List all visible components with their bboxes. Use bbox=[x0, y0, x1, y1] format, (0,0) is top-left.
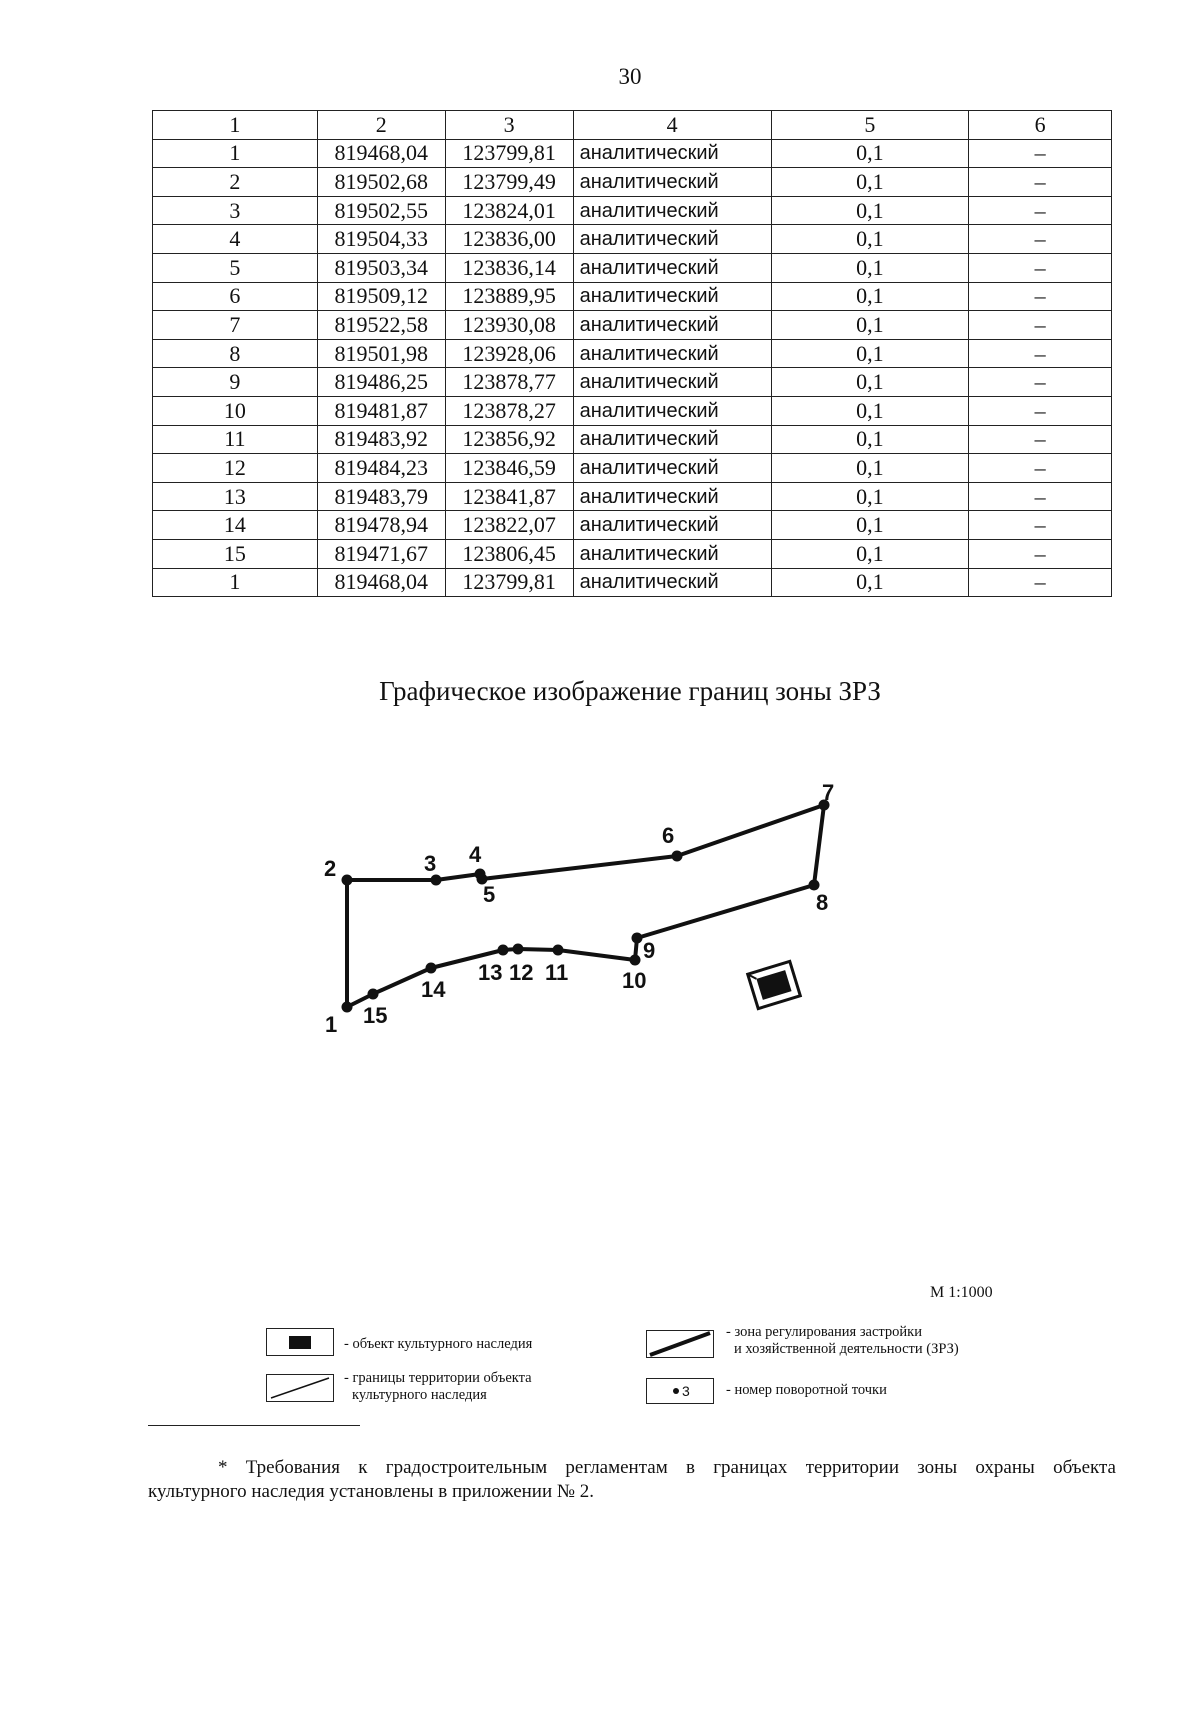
table-cell-col5: 0,1 bbox=[771, 282, 969, 311]
table-cell-col2: 819484,23 bbox=[317, 454, 445, 483]
table-cell-col4: аналитический bbox=[573, 168, 771, 197]
table-cell-col4: 4 bbox=[573, 111, 771, 140]
table-cell-col5: 0,1 bbox=[771, 196, 969, 225]
table-row bbox=[153, 511, 1112, 540]
table-cell-col3: 123889,95 bbox=[445, 282, 573, 311]
table-cell-col5: 0,1 bbox=[771, 368, 969, 397]
table-cell-col1: 2 bbox=[153, 168, 318, 197]
table-cell-col5: 0,1 bbox=[771, 482, 969, 511]
table-row bbox=[153, 196, 1112, 225]
turning-point-10 bbox=[630, 955, 641, 966]
table-cell-col6: – bbox=[969, 568, 1112, 597]
territory-line-swatch bbox=[271, 1378, 329, 1398]
table-cell-col3: 123836,00 bbox=[445, 225, 573, 254]
table-cell-col4: аналитический bbox=[573, 539, 771, 568]
table-cell-col5: 0,1 bbox=[771, 139, 969, 168]
table-row bbox=[153, 253, 1112, 282]
turning-point-1 bbox=[342, 1002, 353, 1013]
table-header-row bbox=[153, 111, 1112, 140]
table-cell-col5: 0,1 bbox=[771, 568, 969, 597]
table-cell-col6: – bbox=[969, 454, 1112, 483]
table-cell-col2: 819468,04 bbox=[317, 568, 445, 597]
point-label-11: 11 bbox=[545, 960, 569, 985]
table-row bbox=[153, 368, 1112, 397]
point-label-3: 3 bbox=[424, 851, 437, 876]
point-label-5: 5 bbox=[483, 882, 496, 907]
table-cell-col2: 819501,98 bbox=[317, 339, 445, 368]
table-cell-col1: 11 bbox=[153, 425, 318, 454]
table-cell-col1: 7 bbox=[153, 311, 318, 340]
table-cell-col2: 819481,87 bbox=[317, 396, 445, 425]
table-cell-col6: – bbox=[969, 511, 1112, 540]
table-cell-col1: 12 bbox=[153, 454, 318, 483]
table-cell-col5: 0,1 bbox=[771, 253, 969, 282]
table-cell-col1: 13 bbox=[153, 482, 318, 511]
table-row bbox=[153, 168, 1112, 197]
point-label-13: 13 bbox=[478, 960, 503, 985]
legend-point-box bbox=[646, 1378, 714, 1404]
table-row bbox=[153, 568, 1112, 597]
turning-point-2 bbox=[342, 875, 353, 886]
table-row bbox=[153, 482, 1112, 511]
table-cell-col1: 1 bbox=[153, 111, 318, 140]
table-cell-col6: – bbox=[969, 368, 1112, 397]
legend-territory-label-line2: культурного наследия bbox=[352, 1387, 487, 1404]
point-sample-number: 3 bbox=[682, 1383, 690, 1399]
table-cell-col4: аналитический bbox=[573, 396, 771, 425]
point-label-14: 14 bbox=[421, 977, 446, 1002]
table-cell-col4: аналитический bbox=[573, 311, 771, 340]
table-cell-col1: 6 bbox=[153, 282, 318, 311]
turning-point-6 bbox=[672, 851, 683, 862]
table-cell-col4: аналитический bbox=[573, 425, 771, 454]
table-cell-col6: – bbox=[969, 282, 1112, 311]
table-cell-col4: аналитический bbox=[573, 339, 771, 368]
table-cell-col2: 819478,94 bbox=[317, 511, 445, 540]
table-cell-col1: 1 bbox=[153, 568, 318, 597]
footnote-line1: * Требования к градостроительным регламентам в границах территории зоны охраны объекта bbox=[218, 1457, 1116, 1478]
footnote bbox=[148, 1456, 1116, 1504]
table-cell-col1: 14 bbox=[153, 511, 318, 540]
legend-zrz-label-line2: и хозяйственной деятельности (ЗРЗ) bbox=[734, 1341, 959, 1358]
table-cell-col4: аналитический bbox=[573, 253, 771, 282]
point-label-2: 2 bbox=[324, 856, 337, 881]
zrz-line-swatch bbox=[650, 1333, 710, 1355]
table-cell-col5: 5 bbox=[771, 111, 969, 140]
table-row bbox=[153, 339, 1112, 368]
coordinates-table bbox=[152, 110, 1112, 597]
table-cell-col6: – bbox=[969, 311, 1112, 340]
table-cell-col6: – bbox=[969, 253, 1112, 282]
table-cell-col5: 0,1 bbox=[771, 225, 969, 254]
table-cell-col2: 819502,68 bbox=[317, 168, 445, 197]
heritage-object-symbol bbox=[748, 961, 801, 1008]
point-label-8: 8 bbox=[816, 890, 829, 915]
table-cell-col6: 6 bbox=[969, 111, 1112, 140]
table-cell-col4: аналитический bbox=[573, 568, 771, 597]
table-cell-col2: 819483,79 bbox=[317, 482, 445, 511]
table-cell-col3: 123799,49 bbox=[445, 168, 573, 197]
table-cell-col3: 123806,45 bbox=[445, 539, 573, 568]
table-cell-col3: 123799,81 bbox=[445, 139, 573, 168]
point-label-10: 10 bbox=[622, 968, 647, 993]
turning-point-15 bbox=[368, 989, 379, 1000]
table-cell-col6: – bbox=[969, 396, 1112, 425]
table-cell-col4: аналитический bbox=[573, 282, 771, 311]
footnote-divider bbox=[148, 1425, 360, 1426]
table-cell-col2: 2 bbox=[317, 111, 445, 140]
table-cell-col3: 123846,59 bbox=[445, 454, 573, 483]
table-cell-col3: 123878,27 bbox=[445, 396, 573, 425]
table-cell-col4: аналитический bbox=[573, 139, 771, 168]
map-scale: М 1:1000 bbox=[930, 1284, 993, 1301]
table-cell-col3: 123799,81 bbox=[445, 568, 573, 597]
table-cell-col2: 819503,34 bbox=[317, 253, 445, 282]
table-cell-col6: – bbox=[969, 139, 1112, 168]
table-cell-col1: 15 bbox=[153, 539, 318, 568]
table-row bbox=[153, 454, 1112, 483]
table-cell-col3: 123928,06 bbox=[445, 339, 573, 368]
table-cell-col6: – bbox=[969, 425, 1112, 454]
turning-point-12 bbox=[513, 944, 524, 955]
legend-zrz-box bbox=[646, 1330, 714, 1358]
point-label-12: 12 bbox=[509, 960, 534, 985]
table-cell-col2: 819471,67 bbox=[317, 539, 445, 568]
legend-territory-label-line1: - границы территории объекта bbox=[344, 1370, 532, 1386]
table-cell-col3: 3 bbox=[445, 111, 573, 140]
table-row bbox=[153, 425, 1112, 454]
table-row bbox=[153, 139, 1112, 168]
table-cell-col5: 0,1 bbox=[771, 454, 969, 483]
table-cell-col2: 819504,33 bbox=[317, 225, 445, 254]
boundary-plan bbox=[0, 780, 1200, 1100]
table-cell-col6: – bbox=[969, 539, 1112, 568]
table-cell-col1: 4 bbox=[153, 225, 318, 254]
table-row bbox=[153, 225, 1112, 254]
table-cell-col5: 0,1 bbox=[771, 168, 969, 197]
table-cell-col5: 0,1 bbox=[771, 339, 969, 368]
table-cell-col3: 123930,08 bbox=[445, 311, 573, 340]
table-cell-col2: 819486,25 bbox=[317, 368, 445, 397]
turning-point-14 bbox=[426, 963, 437, 974]
table-cell-col5: 0,1 bbox=[771, 539, 969, 568]
table-cell-col4: аналитический bbox=[573, 196, 771, 225]
table-cell-col2: 819509,12 bbox=[317, 282, 445, 311]
table-row bbox=[153, 311, 1112, 340]
table-cell-col5: 0,1 bbox=[771, 511, 969, 540]
turning-point-11 bbox=[553, 945, 564, 956]
table-cell-col2: 819483,92 bbox=[317, 425, 445, 454]
table-cell-col3: 123856,92 bbox=[445, 425, 573, 454]
table-cell-col1: 9 bbox=[153, 368, 318, 397]
table-cell-col4: аналитический bbox=[573, 454, 771, 483]
turning-point-9 bbox=[632, 933, 643, 944]
legend-heritage-object-label: - объект культурного наследия bbox=[344, 1336, 533, 1352]
table-cell-col1: 3 bbox=[153, 196, 318, 225]
page-number: 30 bbox=[618, 64, 642, 89]
table-cell-col2: 819522,58 bbox=[317, 311, 445, 340]
table-cell-col6: – bbox=[969, 225, 1112, 254]
legend-zrz-label bbox=[726, 1324, 959, 1359]
legend-heritage-object-box bbox=[266, 1328, 334, 1356]
legend-territory-box bbox=[266, 1374, 334, 1402]
table-cell-col3: 123824,01 bbox=[445, 196, 573, 225]
table-cell-col3: 123836,14 bbox=[445, 253, 573, 282]
legend-point-label: - номер поворотной точки bbox=[726, 1382, 887, 1398]
table-cell-col2: 819502,55 bbox=[317, 196, 445, 225]
legend-territory-label bbox=[344, 1370, 532, 1405]
table-row bbox=[153, 396, 1112, 425]
heritage-object-swatch bbox=[289, 1336, 311, 1349]
table-cell-col1: 8 bbox=[153, 339, 318, 368]
table-cell-col2: 819468,04 bbox=[317, 139, 445, 168]
turning-point-3 bbox=[431, 875, 442, 886]
table-cell-col6: – bbox=[969, 168, 1112, 197]
point-sample-dot bbox=[673, 1388, 679, 1394]
point-label-15: 15 bbox=[363, 1003, 388, 1028]
table-cell-col3: 123878,77 bbox=[445, 368, 573, 397]
legend-zrz-label-line1: - зона регулирования застройки bbox=[726, 1324, 922, 1340]
table-cell-col4: аналитический bbox=[573, 482, 771, 511]
table-cell-col1: 10 bbox=[153, 396, 318, 425]
table-row bbox=[153, 282, 1112, 311]
turning-point-13 bbox=[498, 945, 509, 956]
point-label-1: 1 bbox=[325, 1012, 338, 1037]
table-cell-col1: 5 bbox=[153, 253, 318, 282]
table-cell-col1: 1 bbox=[153, 139, 318, 168]
point-label-6: 6 bbox=[662, 823, 675, 848]
table-cell-col4: аналитический bbox=[573, 225, 771, 254]
point-label-9: 9 bbox=[643, 938, 656, 963]
table-cell-col5: 0,1 bbox=[771, 311, 969, 340]
table-cell-col3: 123822,07 bbox=[445, 511, 573, 540]
table-cell-col3: 123841,87 bbox=[445, 482, 573, 511]
table-cell-col5: 0,1 bbox=[771, 425, 969, 454]
plan-title: Графическое изображение границ зоны ЗРЗ bbox=[379, 676, 881, 706]
table-cell-col6: – bbox=[969, 339, 1112, 368]
point-label-7: 7 bbox=[822, 780, 835, 805]
table-cell-col6: – bbox=[969, 482, 1112, 511]
turning-point-8 bbox=[809, 880, 820, 891]
table-cell-col4: аналитический bbox=[573, 368, 771, 397]
point-label-4: 4 bbox=[469, 842, 482, 867]
table-cell-col4: аналитический bbox=[573, 511, 771, 540]
table-cell-col6: – bbox=[969, 196, 1112, 225]
table-cell-col5: 0,1 bbox=[771, 396, 969, 425]
table-row bbox=[153, 539, 1112, 568]
footnote-line2: культурного наследия установлены в приложении № 2. bbox=[148, 1480, 595, 1502]
